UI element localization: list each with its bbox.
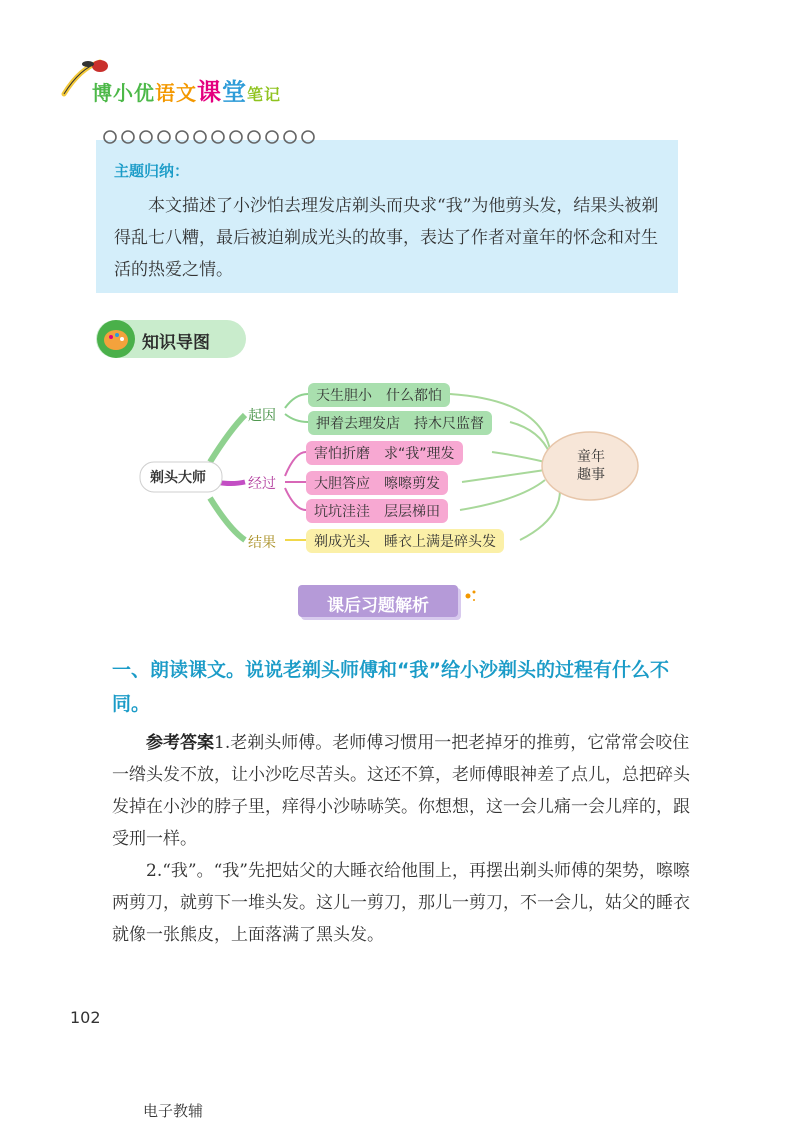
answer-paragraph-1 — [112, 727, 692, 855]
brand-part: 堂 — [222, 78, 247, 106]
sparkle-icon — [462, 588, 478, 604]
theme-text: 本文描述了小沙怕去理发店剃头而央求“我”为他剪头发，结果头被剃得乱七八糟，最后被迫剃成光头的故事，表达了作者对童年的怀念和对生活的热爱之情。 — [114, 196, 659, 280]
branch-label: 经过 — [248, 476, 276, 492]
knowledge-map-title: 知识导图 — [142, 333, 210, 353]
palette-icon — [97, 320, 135, 358]
map-item: 押着去理发店 持木尺监督 — [308, 411, 492, 435]
map-item: 害怕折磨 求“我”理发 — [306, 441, 463, 465]
answer-label: 参考答案 — [146, 733, 214, 753]
brand-part: 笔记 — [247, 85, 282, 104]
notebook-rings-icon — [100, 126, 320, 148]
map-item: 坑坑洼洼 层层梯田 — [306, 499, 448, 523]
branch-label: 起因 — [248, 408, 276, 424]
map-item: 大胆答应 嚓嚓剪发 — [306, 471, 448, 495]
mind-map-center: 剃头大师 — [150, 470, 206, 486]
branch-label: 结果 — [248, 535, 276, 551]
mind-map-end-node: 童年趣事 — [577, 449, 605, 483]
theme-label: 主题归纳： — [114, 162, 190, 180]
answer-text-1: 1.老剃头师傅。老师傅习惯用一把老掉牙的推剪，它常常会咬住一绺头发不放，让小沙吃尽苦头。这还不算，老师傅眼神差了点儿，总把碎头发掉在小沙的脖子里，痒得小沙哧哧笑。你想想，这一会儿痛一会儿痒的，跟受刑一样。 — [112, 733, 690, 849]
brand-part: 课 — [197, 78, 222, 106]
answer-paragraph-2: 2.“我”。“我”先把姑父的大睡衣给他围上，再摆出剃头师傅的架势，嚓嚓两剪刀，就剪下一堆头发。这儿一剪刀，那儿一剪刀，不一会儿，姑父的睡衣就像一张熊皮，上面落满了黑头发。 — [112, 861, 690, 945]
footer-label: 电子教辅 — [143, 1102, 204, 1120]
page-number: 102 — [70, 1008, 101, 1027]
map-item: 剃成光头 睡衣上满是碎头发 — [306, 529, 504, 553]
brand-title — [92, 72, 281, 107]
exercise-question: 一、朗读课文。说说老剃头师傅和“我”给小沙剃头的过程有什么不同。 — [112, 659, 669, 715]
section-title: 课后习题解析 — [327, 596, 429, 616]
brand-part: 语文 — [155, 81, 197, 105]
map-item: 天生胆小 什么都怕 — [308, 383, 450, 407]
brand-part: 博小优 — [92, 81, 155, 105]
mind-map — [120, 370, 660, 560]
